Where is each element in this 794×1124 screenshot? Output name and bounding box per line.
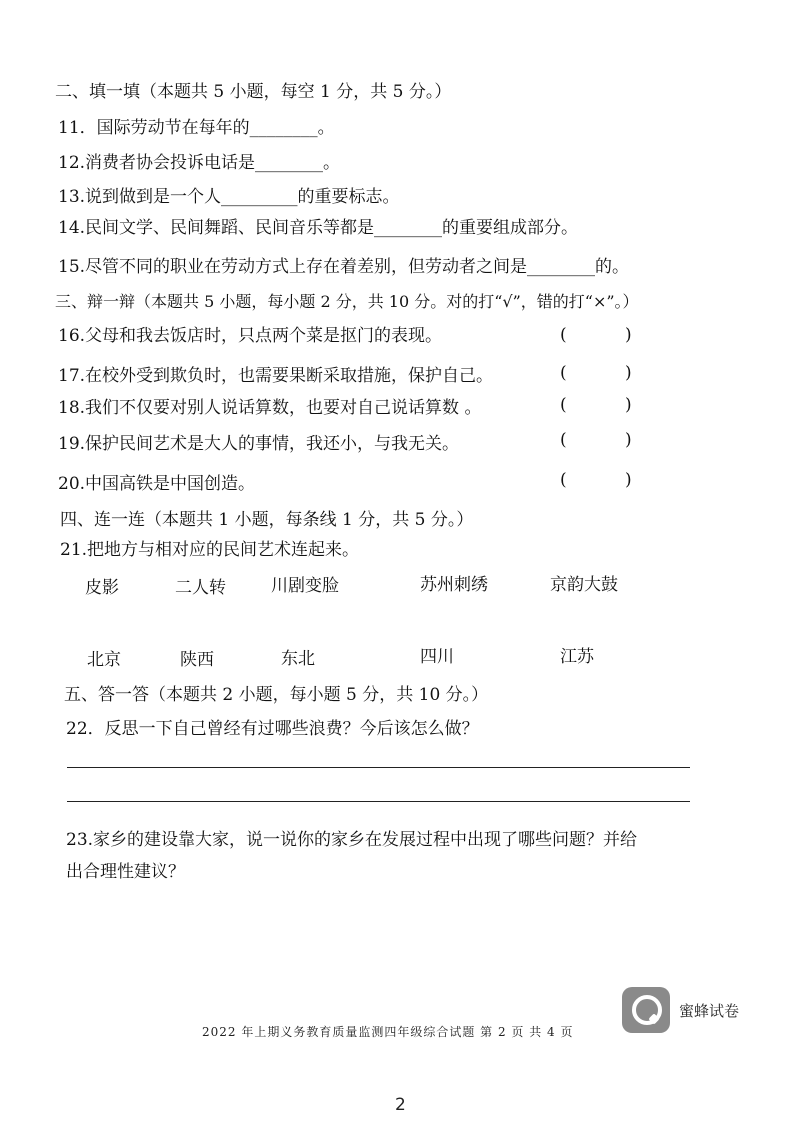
answer-paren-close-16: ) <box>625 325 632 345</box>
art-item: 皮影 <box>85 578 119 598</box>
answer-paren-close-19: ) <box>625 430 632 450</box>
art-item: 京韵大鼓 <box>550 575 618 595</box>
section4-heading: 四、连一连（本题共 1 小题，每条线 1 分，共 5 分。） <box>60 510 474 530</box>
question-14: 14.民间文学、民间舞蹈、民间音乐等都是________的重要组成部分。 <box>58 218 579 238</box>
section2-heading: 二、填一填（本题共 5 小题，每空 1 分，共 5 分。） <box>55 82 452 102</box>
place-item: 东北 <box>281 649 315 669</box>
question-13: 13.说到做到是一个人_________的重要标志。 <box>58 187 400 207</box>
art-item: 二人转 <box>175 578 226 598</box>
answer-line <box>67 767 690 768</box>
page-number: 2 <box>395 1095 406 1115</box>
brand-name: 蜜蜂试卷 <box>679 1002 740 1020</box>
question-18: 18.我们不仅要对别人说话算数，也要对自己说话算数 。 <box>58 398 482 418</box>
art-item: 苏州刺绣 <box>420 575 488 595</box>
place-item: 四川 <box>420 647 454 667</box>
answer-paren-open-18: ( <box>560 395 567 415</box>
question-15: 15.尽管不同的职业在劳动方式上存在着差别，但劳动者之间是________的。 <box>58 257 630 277</box>
art-item: 川剧变脸 <box>271 576 339 596</box>
place-item: 陕西 <box>180 650 214 670</box>
answer-line <box>67 801 690 802</box>
answer-paren-close-17: ) <box>625 363 632 383</box>
section5-heading: 五、答一答（本题共 2 小题，每小题 5 分，共 10 分。） <box>64 685 489 705</box>
section3-heading: 三、辩一辩（本题共 5 小题，每小题 2 分，共 10 分。对的打“√”，错的打“×”。） <box>55 292 639 311</box>
question-20: 20.中国高铁是中国创造。 <box>58 474 256 494</box>
answer-paren-open-17: ( <box>560 363 567 383</box>
question-19: 19.保护民间艺术是大人的事情，我还小，与我无关。 <box>58 434 460 454</box>
question-22: 22．反思一下自己曾经有过哪些浪费？今后该怎么做？ <box>66 719 479 739</box>
brand-logo-icon <box>622 987 670 1033</box>
page-footer: 2022 年上期义务教育质量监测四年级综合试题 第 2 页 共 4 页 <box>202 1025 574 1039</box>
answer-paren-close-20: ) <box>625 470 632 490</box>
answer-paren-open-20: ( <box>560 470 567 490</box>
question-21: 21.把地方与相对应的民间艺术连起来。 <box>60 540 360 560</box>
question-16: 16.父母和我去饭店时，只点两个菜是抠门的表现。 <box>58 326 443 346</box>
question-12: 12.消费者协会投诉电话是________。 <box>58 153 341 173</box>
question-17: 17.在校外受到欺负时，也需要果断采取措施，保护自己。 <box>58 366 494 386</box>
answer-paren-close-18: ) <box>625 395 632 415</box>
answer-paren-open-16: ( <box>560 325 567 345</box>
question-23-line1: 23.家乡的建设靠大家，说一说你的家乡在发展过程中出现了哪些问题？并给 <box>66 830 638 850</box>
question-11: 11．国际劳动节在每年的________。 <box>58 118 335 138</box>
question-23-line2: 出合理性建议？ <box>66 862 185 882</box>
place-item: 北京 <box>87 650 121 670</box>
place-item: 江苏 <box>560 647 594 667</box>
answer-paren-open-19: ( <box>560 430 567 450</box>
